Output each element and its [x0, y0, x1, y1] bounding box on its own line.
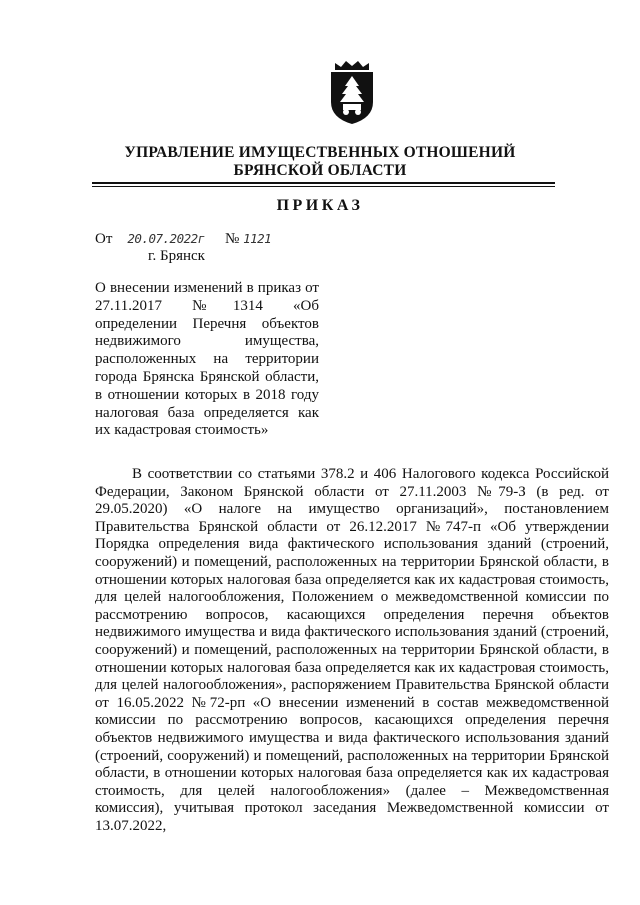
header-divider-thin: [92, 186, 555, 187]
order-number-line: [225, 231, 271, 248]
order-date-line: [95, 231, 205, 248]
order-number: 1121: [243, 231, 272, 246]
city: г. Брянск: [148, 248, 205, 264]
from-label: От: [95, 231, 113, 247]
body-paragraph: В соответствии со статьями 378.2 и 406 Налогового кодекса Российской Федерации, Законом Брянской области от 27.11.2003 №79-З (в ред. от 29.05.2020) «О налоге на имущество организаций», постановлением Правительства Брянской области от 26.12.2017 №747-п «Об утверждении Порядка определения вида фактического использования зданий (строений, сооружений) и помещений, расположенных на территории Брянской области, в отношении которых налоговая база определяется как их кадастровая стоимость, для целей налогообложения, Положением о межведомственной комиссии по рассмотрению вопросов, касающихся определения перечня объектов недвижимого имущества и вида фактического использования зданий (строений, сооружений) и помещений, расположенных на территории Брянской области, в отношении которых налоговая база определяется как их кадастровая стоимость, для целей налогообложения», распоряжением Правительства Брянской области от 16.05.2022 №72-рп «О внесении изменений в состав межведомственной комиссии по рассмотрению вопросов, касающихся определения перечня объектов недвижимого имущества и вида фактического использования зданий (строений, сооружений) и помещений, расположенных на территории Брянской области, в отношении которых налоговая база определяется как их кадастровая стоимость, для целей налогообложения» (далее – Межведомственная комиссия), учитывая протокол заседания Межведомственной комиссии от 13.07.2022,: [95, 466, 609, 834]
order-date: 20.07.2022г: [127, 231, 205, 246]
number-label: №: [225, 231, 240, 247]
coat-of-arms-icon: [327, 60, 377, 126]
organization-name-line-2: БРЯНСКОЙ ОБЛАСТИ: [233, 162, 407, 179]
header-divider-thick: [92, 182, 555, 184]
document-type-title: ПРИКАЗ: [276, 197, 364, 214]
order-subject: О внесении изменений в приказ от 27.11.2017 №1314 «Об определении Перечня объектов недвижимого имущества, расположенных на территории города Брянска Брянской области, в отношении которых в 2018 году налоговая база определяется как их кадастровая стоимость»: [95, 280, 319, 439]
organization-name-line-1: УПРАВЛЕНИЕ ИМУЩЕСТВЕННЫХ ОТНОШЕНИЙ: [124, 144, 516, 161]
